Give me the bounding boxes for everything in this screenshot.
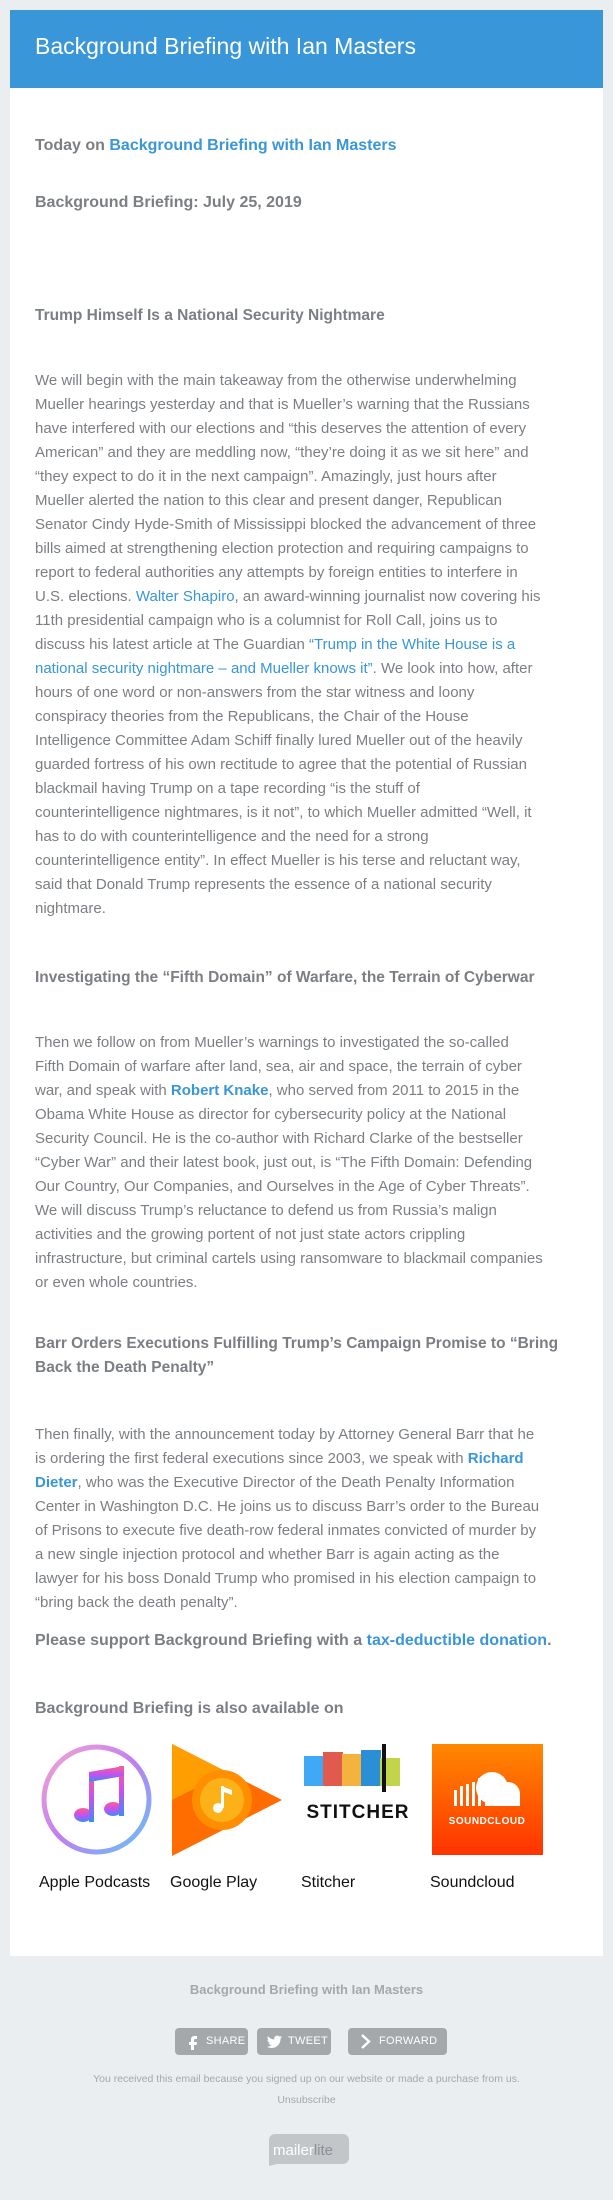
body-line bbox=[35, 849, 580, 873]
body-text: “bring back the death penalty”. bbox=[35, 1594, 238, 1611]
body-text: blackmail having Trump on a tape recording “is the stuff of bbox=[35, 780, 420, 797]
intro-prefix: Today on bbox=[35, 137, 110, 154]
body-line bbox=[35, 393, 580, 417]
date-heading: Background Briefing: July 25, 2019 bbox=[35, 194, 302, 211]
body-line bbox=[35, 1103, 580, 1127]
body-text: counterintelligence nightmares, is it not”, to which Mueller admitted “Well, it bbox=[35, 804, 532, 821]
body-line bbox=[35, 513, 580, 537]
body-text: Senator Cindy Hyde-Smith of Mississippi blocked the advancement of three bbox=[35, 516, 537, 533]
body-text: report to federal authorities any attempts by foreign entities to interfere in bbox=[35, 564, 518, 581]
body-text: counterintelligence entity”. In effect Mueller is his terse and reluctant way, bbox=[35, 852, 521, 869]
body-line bbox=[35, 705, 580, 729]
available-heading: Background Briefing is also available on bbox=[35, 1700, 344, 1717]
body-line bbox=[35, 681, 580, 705]
body-text: , who served from 2011 to 2015 in the bbox=[268, 1082, 520, 1099]
body-line bbox=[35, 1151, 580, 1175]
body-text: bills aimed at strengthening election protection and requiring campaigns to bbox=[35, 540, 529, 557]
support-prefix: Please support Background Briefing with a bbox=[35, 1632, 367, 1649]
body-line bbox=[35, 729, 580, 753]
body-line bbox=[35, 1423, 580, 1447]
soundcloud-icon bbox=[430, 1742, 545, 1857]
body-line bbox=[35, 1471, 580, 1495]
body-text: discuss his latest article at The Guardian bbox=[35, 636, 310, 653]
body-line bbox=[35, 561, 580, 585]
body-line bbox=[35, 417, 580, 441]
body-line bbox=[35, 1543, 580, 1567]
body-text: Fifth Domain of warfare after land, sea, air and space, the terrain of cyber bbox=[35, 1058, 522, 1075]
unsubscribe-row bbox=[0, 2094, 613, 2106]
body-line bbox=[35, 801, 580, 825]
mailerlite-logo[interactable] bbox=[263, 2134, 349, 2166]
body-line bbox=[35, 1247, 580, 1271]
article-link[interactable]: Robert Knake bbox=[170, 1082, 269, 1099]
section-3-heading bbox=[35, 1332, 580, 1380]
body-line bbox=[35, 609, 580, 633]
body-line bbox=[35, 465, 580, 489]
platform-apple-podcasts[interactable] bbox=[39, 1742, 154, 1892]
body-line bbox=[35, 369, 580, 393]
body-line bbox=[35, 1175, 580, 1199]
article-link[interactable]: Richard bbox=[467, 1450, 524, 1467]
tweet-button[interactable] bbox=[257, 2028, 331, 2055]
body-text: U.S. elections. bbox=[35, 588, 136, 605]
intro-heading bbox=[35, 137, 580, 155]
article-link[interactable]: Dieter bbox=[35, 1474, 78, 1491]
body-line bbox=[35, 1055, 580, 1079]
footer-title: Background Briefing with Ian Masters bbox=[189, 1982, 424, 1997]
body-text: Mueller alerted the nation to this clear and present danger, Republican bbox=[35, 492, 502, 509]
section-3-heading-line: Back the Death Penalty” bbox=[35, 1359, 215, 1376]
body-text: We will discuss Trump’s reluctance to defend us from Russia’s malign bbox=[35, 1202, 497, 1219]
footer-notice: You received this email because you signed up on our website or made a purchase from us. bbox=[93, 2073, 520, 2085]
body-line bbox=[35, 1199, 580, 1223]
body-line bbox=[35, 1495, 580, 1519]
body-text: has to do with counterintelligence and the need for a strong bbox=[35, 828, 429, 845]
stitcher-icon bbox=[301, 1742, 416, 1857]
body-line bbox=[35, 1447, 580, 1471]
header-banner bbox=[10, 10, 603, 88]
email-card bbox=[10, 10, 603, 1956]
body-text: said that Donald Trump represents the essence of a national security bbox=[35, 876, 492, 893]
unsubscribe-link[interactable]: Unsubscribe bbox=[277, 2094, 336, 2106]
body-line bbox=[35, 1591, 580, 1615]
body-line bbox=[35, 1567, 580, 1591]
body-line bbox=[35, 1271, 580, 1295]
section-2-heading: Investigating the “Fifth Domain” of Warfare, the Terrain of Cyberwar bbox=[35, 969, 535, 986]
body-line bbox=[35, 1127, 580, 1151]
body-text: Mueller hearings yesterday and that is Mueller’s warning that the Russians bbox=[35, 396, 530, 413]
body-line bbox=[35, 897, 580, 921]
platform-label: Google Play bbox=[170, 1874, 258, 1891]
body-text: Then finally, with the announcement today by Attorney General Barr that he bbox=[35, 1426, 535, 1443]
body-text: have interfered with our elections and “this deserves the attention of every bbox=[35, 420, 527, 437]
article-link[interactable]: “Trump in the White House is a bbox=[309, 636, 516, 653]
section-3-body bbox=[35, 1423, 580, 1615]
body-line bbox=[35, 657, 580, 681]
body-text: We will begin with the main takeaway from the otherwise underwhelming bbox=[35, 372, 517, 389]
body-line bbox=[35, 873, 580, 897]
google-play-icon bbox=[170, 1742, 285, 1857]
body-line bbox=[35, 777, 580, 801]
section-1-body bbox=[35, 369, 580, 921]
body-text: , who was the Executive Director of the Death Penalty Information bbox=[77, 1474, 515, 1491]
mailerlite-wordmark-b: lite bbox=[313, 2142, 334, 2159]
body-text: or even whole countries. bbox=[35, 1274, 198, 1291]
body-text: hours of one word or non-answers from the star witness and loony bbox=[35, 684, 475, 701]
platform-stitcher[interactable] bbox=[301, 1742, 416, 1892]
section-3-heading-line: Barr Orders Executions Fulfilling Trump’s Campaign Promise to “Bring bbox=[35, 1335, 559, 1352]
body-line bbox=[35, 1031, 580, 1055]
platform-google-play[interactable] bbox=[170, 1742, 285, 1892]
body-line bbox=[35, 1519, 580, 1543]
twitter-icon bbox=[266, 2033, 283, 2050]
support-suffix: . bbox=[547, 1632, 552, 1649]
body-text: lawyer for his boss Donald Trump who promised in his election campaign to bbox=[35, 1570, 537, 1587]
body-text: Center in Washington D.C. He joins us to discuss Barr’s order to the Bureau bbox=[35, 1498, 540, 1515]
body-text: American” and they are meddling now, “they’re doing it as we sit here” and bbox=[35, 444, 529, 461]
donation-link[interactable]: tax-deductible donation bbox=[366, 1632, 548, 1649]
facebook-icon bbox=[184, 2033, 201, 2050]
share-button[interactable] bbox=[175, 2028, 248, 2055]
svg-text:mailerlite bbox=[273, 2142, 333, 2159]
body-text: of Prisons to execute five death-row federal inmates convicted of murder by bbox=[35, 1522, 537, 1539]
body-line bbox=[35, 825, 580, 849]
body-text: nightmare. bbox=[35, 900, 106, 917]
body-line bbox=[35, 489, 580, 513]
body-text: , an award-winning journalist now covering his bbox=[234, 588, 541, 605]
soundcloud-wordmark: SOUNDCLOUD bbox=[448, 1816, 526, 1827]
chevron-right-icon bbox=[357, 2033, 374, 2050]
section-1-heading: Trump Himself Is a National Security Nightmare bbox=[35, 307, 385, 324]
body-text: . We look into how, after bbox=[372, 660, 533, 677]
section-2-body bbox=[35, 1031, 580, 1295]
body-text: activities and the growing portent of not just state actors crippling bbox=[35, 1226, 466, 1243]
platform-label: Stitcher bbox=[301, 1874, 356, 1891]
forward-label: FORWARD bbox=[379, 2035, 438, 2047]
body-text: Obama White House as director for cybersecurity policy at the National bbox=[35, 1106, 507, 1123]
intro-link[interactable]: Background Briefing with Ian Masters bbox=[109, 137, 397, 154]
body-text: “Cyber War” and their latest book, just out, is “The Fifth Domain: Defending bbox=[35, 1154, 533, 1171]
platform-label: Apple Podcasts bbox=[39, 1874, 151, 1891]
body-text: 11th presidential campaign who is a columnist for Roll Call, joins us to bbox=[35, 612, 498, 629]
body-text: Then we follow on from Mueller’s warnings to investigated the so-called bbox=[35, 1034, 509, 1051]
body-text: “they expect to do it in the next campaign”. Amazingly, just hours after bbox=[35, 468, 497, 485]
share-label: SHARE bbox=[206, 2035, 246, 2047]
article-link[interactable]: national security nightmare – and Mueller knows it” bbox=[35, 660, 373, 677]
body-text: conspiracy theories from the Republicans, the Chair of the House bbox=[35, 708, 469, 725]
body-text: a new single injection protocol and whether Barr is again acting as the bbox=[35, 1546, 500, 1563]
body-line bbox=[35, 1079, 580, 1103]
body-text: Our Country, Our Companies, and Ourselves in the Age of Cyber Threats”. bbox=[35, 1178, 530, 1195]
body-line bbox=[35, 537, 580, 561]
body-line bbox=[35, 585, 580, 609]
mailerlite-wordmark-a: mailer bbox=[273, 2142, 314, 2159]
body-text: guarded fortress of his own rectitude to agree that the potential of Russian bbox=[35, 756, 527, 773]
body-text: infrastructure, but criminal cartels using ransomware to blackmail companies bbox=[35, 1250, 543, 1267]
article-link[interactable]: Walter Shapiro bbox=[135, 588, 235, 605]
forward-button[interactable] bbox=[348, 2028, 447, 2055]
body-text: Intelligence Committee Adam Schiff finally lured Mueller out of the heavily bbox=[35, 732, 523, 749]
body-text: is ordering the first federal executions since 2003, we speak with bbox=[35, 1450, 468, 1467]
header-title: Background Briefing with Ian Masters bbox=[35, 33, 416, 59]
support-line bbox=[35, 1629, 580, 1653]
stitcher-wordmark: STITCHER bbox=[306, 1802, 410, 1823]
platform-label: Soundcloud bbox=[430, 1874, 515, 1891]
body-line bbox=[35, 753, 580, 777]
platform-soundcloud[interactable] bbox=[430, 1742, 545, 1892]
body-text: war, and speak with bbox=[35, 1082, 171, 1099]
body-text: Security Council. He is the co-author with Richard Clarke of the bestseller bbox=[35, 1130, 523, 1147]
apple-podcasts-icon bbox=[39, 1742, 154, 1857]
tweet-label: TWEET bbox=[288, 2035, 328, 2047]
body-line bbox=[35, 1223, 580, 1247]
body-line bbox=[35, 633, 580, 657]
body-line bbox=[35, 441, 580, 465]
